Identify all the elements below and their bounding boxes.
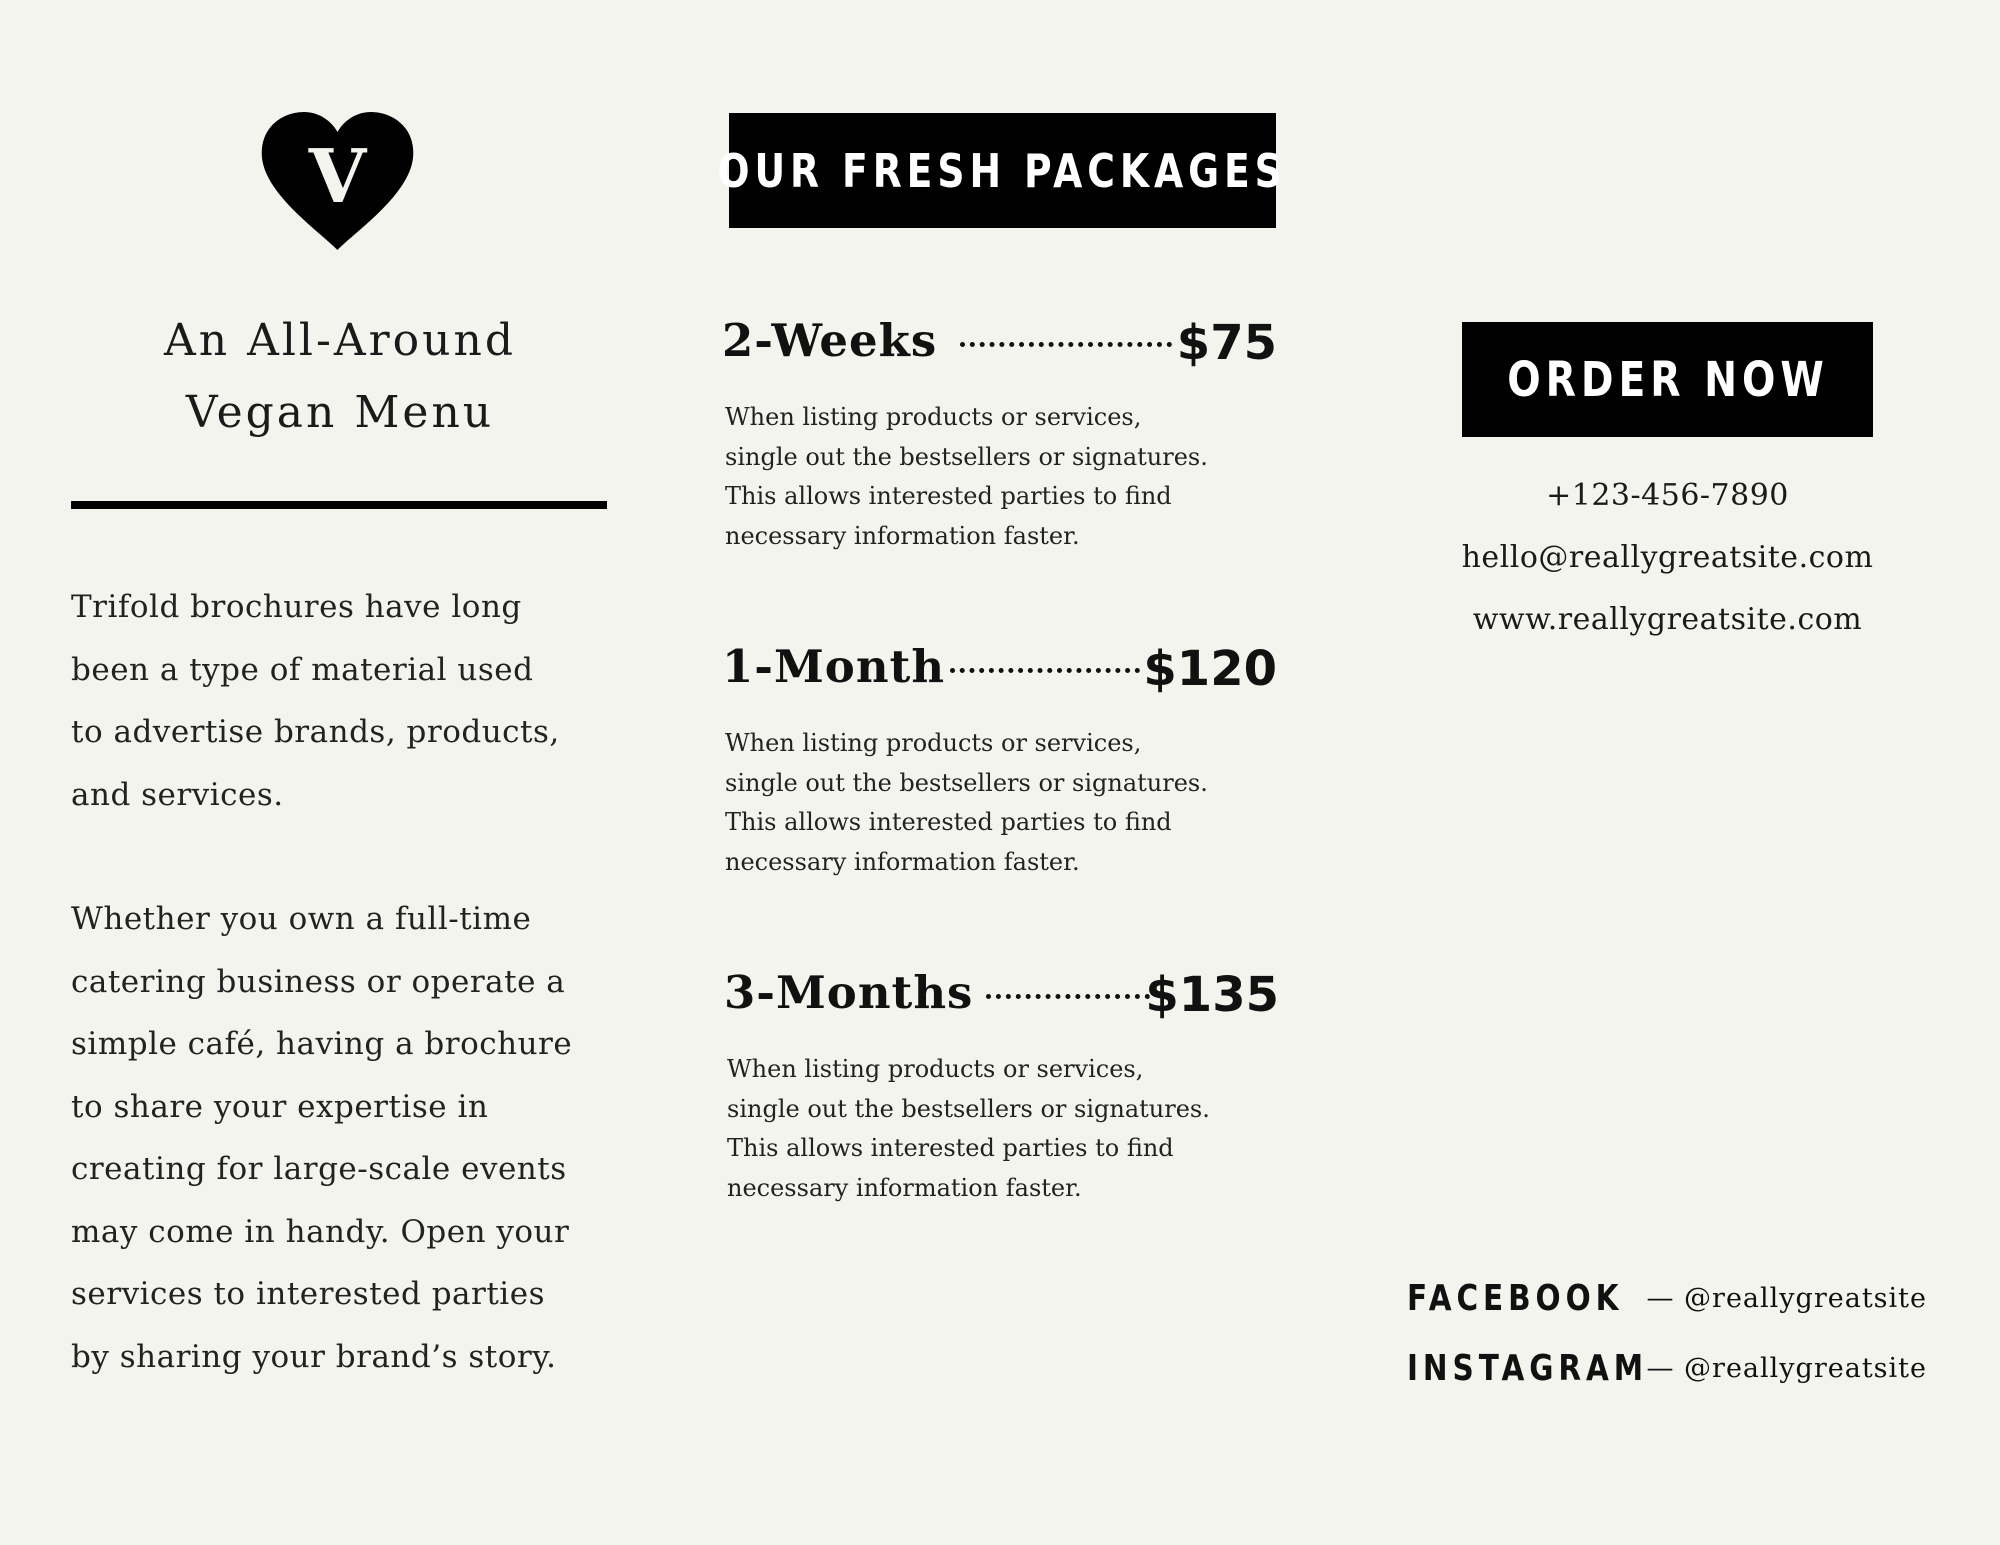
description-line: necessary information faster. bbox=[727, 1173, 1082, 1202]
description-line: single out the bestsellers or signatures. bbox=[725, 442, 1208, 471]
package-description bbox=[727, 1050, 1279, 1208]
tagline-line: An All-Around bbox=[163, 315, 517, 366]
description-line: This allows interested parties to find bbox=[725, 808, 1172, 836]
divider bbox=[71, 501, 607, 509]
intro-paragraph bbox=[71, 576, 631, 826]
description-line: single out the bestsellers or signatures. bbox=[725, 768, 1208, 797]
contact-website[interactable]: www.reallygreatsite.com bbox=[1472, 602, 1863, 637]
packages-header-label: OUR FRESH PACKAGES bbox=[717, 143, 1288, 198]
package-price: $75 bbox=[1176, 315, 1277, 371]
heart-v-icon bbox=[260, 110, 415, 255]
package-name: 2-Weeks bbox=[722, 314, 938, 367]
description-line: necessary information faster. bbox=[725, 521, 1080, 550]
package-item bbox=[722, 632, 1277, 882]
package-item bbox=[722, 306, 1277, 556]
paragraph-line: simple café, having a brochure bbox=[71, 1026, 573, 1062]
contact-phone[interactable]: +123-456-7890 bbox=[1546, 478, 1789, 513]
order-now-button[interactable] bbox=[1462, 322, 1873, 437]
paragraph-line: services to interested parties bbox=[71, 1276, 545, 1312]
social-label: INSTAGRAM bbox=[1407, 1348, 1649, 1389]
paragraph-line: Whether you own a full-time bbox=[71, 901, 532, 937]
order-now-label: ORDER NOW bbox=[1506, 351, 1829, 408]
package-description bbox=[725, 724, 1277, 882]
description-line: This allows interested parties to find bbox=[725, 482, 1172, 510]
heart-v-logo bbox=[260, 110, 415, 255]
paragraph-line: to advertise brands, products, bbox=[71, 714, 560, 750]
dotted-leader bbox=[986, 994, 1150, 999]
social-instagram[interactable] bbox=[1407, 1345, 1927, 1395]
description-line: When listing products or services, bbox=[725, 729, 1142, 757]
package-heading bbox=[722, 632, 1277, 702]
description-line: When listing products or services, bbox=[725, 403, 1142, 431]
description-line: necessary information faster. bbox=[725, 847, 1080, 876]
paragraph-line: been a type of material used bbox=[71, 651, 534, 688]
dotted-leader bbox=[950, 668, 1140, 673]
paragraph-line: may come in handy. Open your bbox=[71, 1213, 570, 1250]
package-price: $135 bbox=[1145, 967, 1279, 1023]
paragraph-line: creating for large-scale events bbox=[71, 1151, 567, 1187]
packages-header bbox=[717, 113, 1288, 228]
package-name: 3-Months bbox=[724, 966, 974, 1019]
package-description bbox=[725, 398, 1277, 556]
package-name: 1-Month bbox=[722, 640, 946, 693]
paragraph-line: by sharing your brand’s story. bbox=[71, 1338, 557, 1375]
paragraph-line: Trifold brochures have long bbox=[71, 589, 522, 625]
package-item bbox=[724, 958, 1279, 1208]
logo-letter: V bbox=[308, 134, 367, 220]
social-handle: — @reallygreatsite bbox=[1646, 1283, 1927, 1314]
description-line: single out the bestsellers or signatures. bbox=[727, 1094, 1210, 1123]
tagline-line: Vegan Menu bbox=[185, 387, 495, 438]
description-line: This allows interested parties to find bbox=[727, 1134, 1174, 1162]
social-facebook[interactable] bbox=[1407, 1275, 1927, 1325]
description-line: When listing products or services, bbox=[727, 1055, 1144, 1083]
story-paragraph bbox=[71, 888, 631, 1388]
package-price: $120 bbox=[1143, 641, 1277, 697]
contact-email[interactable]: hello@reallygreatsite.com bbox=[1461, 540, 1874, 575]
paragraph-line: to share your expertise in bbox=[71, 1088, 489, 1125]
social-label: FACEBOOK bbox=[1407, 1278, 1624, 1319]
package-heading bbox=[724, 958, 1279, 1028]
package-heading bbox=[722, 306, 1277, 376]
dotted-leader bbox=[960, 342, 1172, 347]
social-handle: — @reallygreatsite bbox=[1646, 1353, 1927, 1384]
paragraph-line: and services. bbox=[71, 776, 284, 813]
paragraph-line: catering business or operate a bbox=[71, 963, 566, 1000]
brochure-tagline bbox=[70, 305, 610, 449]
